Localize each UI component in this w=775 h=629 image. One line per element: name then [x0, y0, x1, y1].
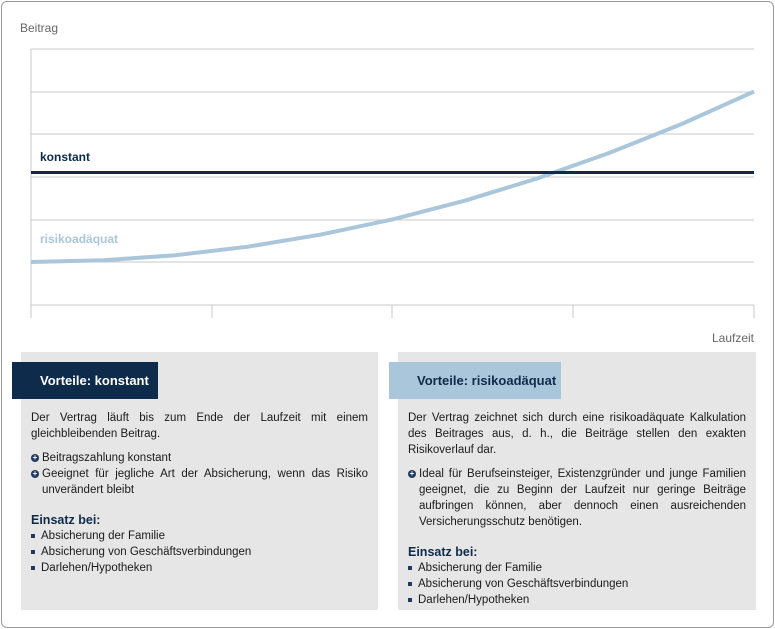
einsatz-item	[31, 544, 368, 560]
einsatz-item	[408, 592, 746, 608]
einsatz-title-risikoadaequat: Einsatz bei:	[408, 545, 478, 559]
panel-risikoadaequat-body	[408, 410, 746, 622]
einsatz-item	[31, 528, 368, 544]
advantage-item	[31, 466, 368, 498]
einsatz-list-konstant	[31, 528, 368, 576]
panel-title-konstant: Vorteile: konstant	[12, 362, 158, 399]
advantage-text: Ideal für Berufseinsteiger, Existenzgründer und junge Familien geeignet, die zu Beginn der Laufzeit nur geringe Beiträge aufbringen können, aber dennoch einen ausreichenden Versicherungsschutz benötigen.	[419, 468, 746, 528]
square-bullet-icon	[408, 598, 412, 602]
einsatz-text: Absicherung der Familie	[41, 530, 166, 542]
einsatz-text: Absicherung von Geschäftsverbindungen	[41, 546, 252, 558]
square-bullet-icon	[408, 582, 412, 586]
plus-circle-icon: +	[32, 453, 38, 462]
infographic-frame	[1, 1, 774, 628]
advantage-item	[31, 450, 368, 466]
x-axis-label: Laufzeit	[711, 331, 754, 345]
einsatz-item	[408, 560, 746, 576]
einsatz-item	[408, 576, 746, 592]
series-label-risikoadaequat: risikoadäquat	[40, 232, 119, 246]
advantage-text: Geeignet für jegliche Art der Absicherung, wenn das Risiko unverändert bleibt	[42, 468, 368, 496]
plus-circle-icon: +	[409, 469, 415, 478]
square-bullet-icon	[31, 534, 35, 538]
y-axis-label: Beitrag	[20, 21, 59, 35]
advantages-list-risikoadaequat	[408, 466, 746, 530]
x-axis-ticks	[31, 305, 754, 318]
panel-konstant-body	[31, 410, 368, 590]
panel-title-risikoadaequat: Vorteile: risikoadäquat	[389, 362, 561, 399]
panel-risikoadaequat-intro: Der Vertrag zeichnet sich durch eine risikoadäquate Kalkulation des Beitrages aus, d. h., die Beiträge stellen den exakten Risikoverlauf dar.	[408, 412, 746, 456]
advantage-item	[408, 466, 746, 530]
square-bullet-icon	[31, 550, 35, 554]
einsatz-list-risikoadaequat	[408, 560, 746, 608]
square-bullet-icon	[31, 566, 35, 570]
square-bullet-icon	[408, 566, 412, 570]
einsatz-text: Darlehen/Hypotheken	[418, 594, 530, 606]
advantage-text: Beitragszahlung konstant	[42, 452, 172, 464]
einsatz-text: Absicherung der Familie	[418, 562, 543, 574]
einsatz-text: Darlehen/Hypotheken	[41, 562, 153, 574]
advantages-list-konstant	[31, 450, 368, 498]
einsatz-title-konstant: Einsatz bei:	[31, 513, 101, 527]
einsatz-text: Absicherung von Geschäftsverbindungen	[418, 578, 629, 590]
series-label-konstant: konstant	[40, 150, 91, 164]
chart	[2, 2, 773, 347]
einsatz-item	[31, 560, 368, 576]
panel-konstant-intro: Der Vertrag läuft bis zum Ende der Laufzeit mit einem gleichbleibenden Beitrag.	[31, 412, 368, 440]
plus-circle-icon: +	[32, 469, 38, 478]
grid-lines	[31, 49, 754, 318]
